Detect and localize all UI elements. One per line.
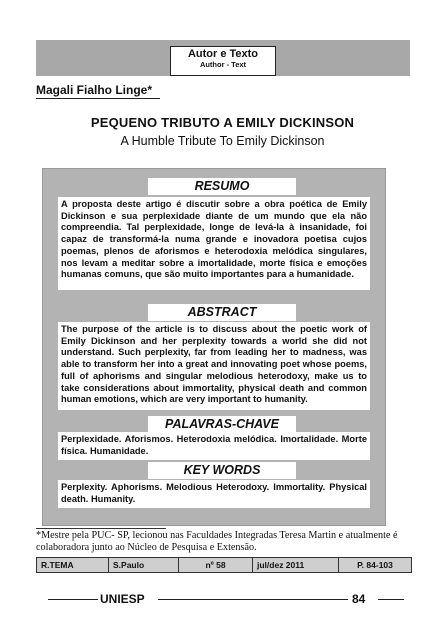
citation-pages: P. 84-103 <box>357 560 393 570</box>
keywords-heading: KEY WORDS <box>148 462 296 479</box>
section-subtitle: Author - Text <box>199 60 247 69</box>
citation-journal: R.TEMA <box>37 558 109 572</box>
author-footnote: *Mestre pela PUC- SP, lecionou nas Faculdades Integradas Teresa Martin e atualmente é colaboradora junto ao Núcleo de Pesquisa e Extensão. <box>36 530 398 553</box>
footer-rule-right <box>378 599 404 600</box>
citation-city: S.Paulo <box>109 558 179 572</box>
resumo-text: A proposta deste artigo é discutir sobre a obra poética de Emily Dickinson e sua perplexidade diante de um mundo que ela não compreendia. Tal perplexidade, longe de levá-la à insanidade, foi capaz de transformá-la numa grande e inovadora poetisa cujos poemas, plenos de aforismos e heterodoxia melódica singulares, nos levam a meditar sobre a imortalidade, morte física e emoções humanas comuns, que são muito importantes para a humanidade. <box>58 197 370 290</box>
citation-bar <box>36 557 412 573</box>
abstract-text: The purpose of the article is to discuss about the poetic work of Emily Dickinson and her perplexity towards a world she did not understand. Such perplexity, far from leading her to madness, was able to transform her into a great and innovating poet whose poems, full of aphorisms and singular melodious heterodoxy, make us to take considerations about immortality, physical death and common human emotions, which are very important to humanity. <box>58 322 370 410</box>
page-number: 84 <box>352 592 366 606</box>
palavras-text: Perplexidade. Aforismos. Heterodoxia melódica. Imortalidade. Morte física. Humanidade. <box>58 432 370 460</box>
footer-rule-middle <box>158 599 348 600</box>
palavras-heading: PALAVRAS-CHAVE <box>148 416 296 433</box>
footer-label: UNIESP <box>100 592 145 606</box>
author-divider <box>36 98 160 99</box>
abstract-heading: ABSTRACT <box>148 304 296 321</box>
author-name: Magali Fialho Linge* <box>36 83 153 97</box>
keywords-text: Perplexity. Aphorisms. Melodious Heterodoxy. Immortality. Physical death. Humanity. <box>58 480 370 508</box>
section-tab <box>170 46 276 76</box>
resumo-heading: RESUMO <box>148 178 296 195</box>
article-subtitle: A Humble Tribute To Emily Dickinson <box>120 134 325 148</box>
section-title: Autor e Texto <box>187 48 259 60</box>
article-title: PEQUENO TRIBUTO A EMILY DICKINSON <box>90 115 355 130</box>
footnote-divider <box>36 528 166 529</box>
citation-date: jul/dez 2011 <box>253 558 339 572</box>
footer-rule-left <box>48 599 98 600</box>
citation-number: nº 58 <box>179 558 253 572</box>
